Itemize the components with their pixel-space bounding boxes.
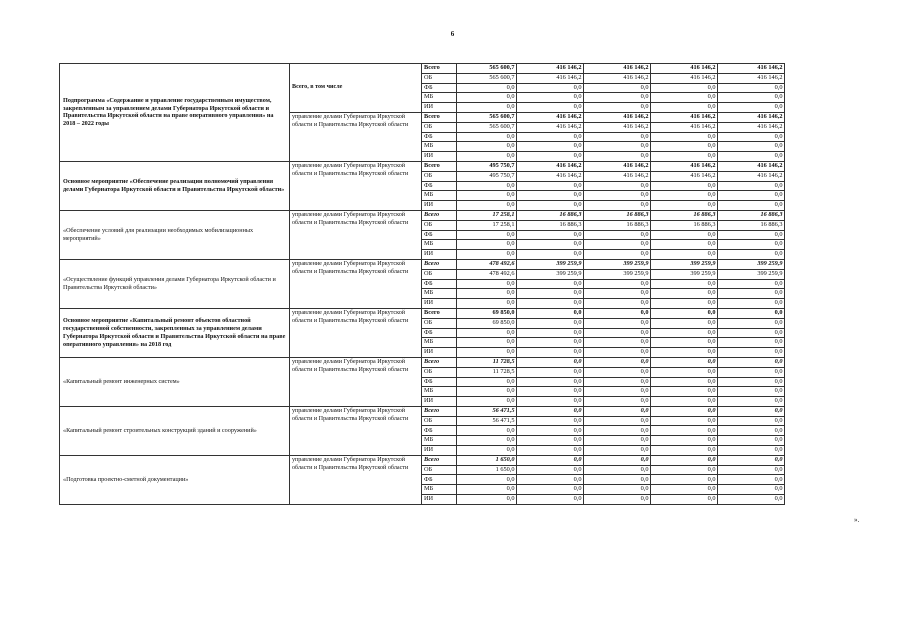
program-name-cell: «Капитальный ремонт строительных конструкций зданий и сооружений» — [60, 406, 290, 455]
amount-cell: 0,0 — [457, 289, 517, 299]
amount-cell: 399 259,9 — [584, 259, 651, 269]
amount-cell: 0,0 — [457, 93, 517, 103]
funding-source-cell: ФБ — [422, 328, 457, 338]
amount-cell: 0,0 — [718, 308, 785, 318]
amount-cell: 16 886,3 — [651, 210, 718, 220]
amount-cell: 0,0 — [584, 348, 651, 358]
amount-cell: 0,0 — [517, 357, 584, 367]
amount-cell: 0,0 — [651, 279, 718, 289]
amount-cell: 565 600,7 — [457, 122, 517, 132]
amount-cell: 0,0 — [718, 406, 785, 416]
amount-cell: 16 886,3 — [517, 210, 584, 220]
funding-source-cell: ОБ — [422, 73, 457, 83]
amount-cell: 0,0 — [457, 181, 517, 191]
amount-cell: 0,0 — [651, 377, 718, 387]
funding-source-cell: ФБ — [422, 83, 457, 93]
amount-cell: 0,0 — [517, 455, 584, 465]
page-number: 6 — [450, 30, 455, 38]
amount-cell: 0,0 — [457, 397, 517, 407]
funding-source-cell: МБ — [422, 240, 457, 250]
amount-cell: 0,0 — [457, 475, 517, 485]
amount-cell: 0,0 — [718, 426, 785, 436]
amount-cell: 0,0 — [517, 338, 584, 348]
amount-cell: 0,0 — [718, 132, 785, 142]
amount-cell: 0,0 — [517, 142, 584, 152]
funding-source-cell: МБ — [422, 289, 457, 299]
responsible-executor-cell: управление делами Губернатора Иркутской области и Правительства Иркутской области — [290, 357, 422, 406]
amount-cell: 416 146,2 — [651, 161, 718, 171]
amount-cell: 0,0 — [457, 348, 517, 358]
amount-cell: 56 471,5 — [457, 406, 517, 416]
amount-cell: 0,0 — [718, 367, 785, 377]
amount-cell: 1 650,0 — [457, 455, 517, 465]
amount-cell: 0,0 — [517, 181, 584, 191]
amount-cell: 0,0 — [651, 308, 718, 318]
amount-cell: 0,0 — [517, 348, 584, 358]
funding-source-cell: Всего — [422, 455, 457, 465]
amount-cell: 0,0 — [651, 455, 718, 465]
funding-source-cell: ФБ — [422, 475, 457, 485]
funding-source-cell: ФБ — [422, 377, 457, 387]
amount-cell: 0,0 — [651, 357, 718, 367]
amount-cell: 0,0 — [457, 485, 517, 495]
amount-cell: 416 146,2 — [651, 64, 718, 74]
amount-cell: 0,0 — [457, 132, 517, 142]
amount-cell: 16 886,3 — [584, 210, 651, 220]
amount-cell: 0,0 — [718, 152, 785, 162]
amount-cell: 0,0 — [517, 132, 584, 142]
amount-cell: 0,0 — [718, 142, 785, 152]
amount-cell: 399 259,9 — [718, 269, 785, 279]
funding-source-cell: МБ — [422, 191, 457, 201]
amount-cell: 0,0 — [584, 289, 651, 299]
table-row — [60, 308, 785, 318]
amount-cell: 416 146,2 — [517, 122, 584, 132]
amount-cell: 0,0 — [718, 465, 785, 475]
closing-quote-mark: ». — [854, 516, 860, 524]
funding-source-cell: Всего — [422, 357, 457, 367]
amount-cell: 0,0 — [651, 328, 718, 338]
amount-cell: 0,0 — [517, 289, 584, 299]
amount-cell: 0,0 — [517, 230, 584, 240]
amount-cell: 16 886,3 — [517, 220, 584, 230]
amount-cell: 0,0 — [584, 485, 651, 495]
amount-cell: 0,0 — [651, 152, 718, 162]
program-name-cell: Основное мероприятие «Капитальный ремонт объектов областной государственной собственности, закрепленных за управлением делами Губернатора Иркутской области и Правительства Иркутской области на праве оперативного управления» на 2018 год — [60, 308, 290, 357]
amount-cell: 56 471,5 — [457, 416, 517, 426]
table-row — [60, 259, 785, 269]
amount-cell: 0,0 — [584, 152, 651, 162]
amount-cell: 416 146,2 — [584, 171, 651, 181]
amount-cell: 0,0 — [718, 446, 785, 456]
amount-cell: 0,0 — [457, 436, 517, 446]
funding-source-cell: ФБ — [422, 132, 457, 142]
amount-cell: 0,0 — [718, 191, 785, 201]
amount-cell: 0,0 — [718, 455, 785, 465]
program-name-cell: Основное мероприятие «Обеспечение реализации полномочий управления делами Губернатора Иркутской области и Правительства Иркутской области» — [60, 161, 290, 210]
funding-source-cell: ОБ — [422, 269, 457, 279]
amount-cell: 0,0 — [651, 406, 718, 416]
amount-cell: 0,0 — [457, 446, 517, 456]
table-row — [60, 161, 785, 171]
responsible-executor-cell: управление делами Губернатора Иркутской области и Правительства Иркутской области — [290, 406, 422, 455]
amount-cell: 0,0 — [718, 201, 785, 211]
amount-cell: 0,0 — [718, 495, 785, 505]
amount-cell: 416 146,2 — [651, 73, 718, 83]
amount-cell: 0,0 — [651, 318, 718, 328]
program-name-cell: «Капитальный ремонт инженерных систем» — [60, 357, 290, 406]
amount-cell: 399 259,9 — [651, 269, 718, 279]
amount-cell: 0,0 — [584, 132, 651, 142]
amount-cell: 11 728,5 — [457, 367, 517, 377]
funding-source-cell: ИИ — [422, 446, 457, 456]
responsible-executor-cell: управление делами Губернатора Иркутской области и Правительства Иркутской области — [290, 210, 422, 259]
amount-cell: 0,0 — [584, 495, 651, 505]
amount-cell: 416 146,2 — [718, 122, 785, 132]
amount-cell: 0,0 — [651, 436, 718, 446]
amount-cell: 416 146,2 — [718, 64, 785, 74]
amount-cell: 0,0 — [718, 485, 785, 495]
amount-cell: 0,0 — [517, 299, 584, 309]
amount-cell: 0,0 — [517, 308, 584, 318]
funding-source-cell: Всего — [422, 112, 457, 122]
amount-cell: 0,0 — [718, 289, 785, 299]
responsible-executor-cell: управление делами Губернатора Иркутской области и Правительства Иркутской области — [290, 455, 422, 504]
amount-cell: 0,0 — [651, 485, 718, 495]
amount-cell: 0,0 — [457, 230, 517, 240]
amount-cell: 0,0 — [651, 132, 718, 142]
amount-cell: 0,0 — [651, 426, 718, 436]
amount-cell: 0,0 — [584, 318, 651, 328]
amount-cell: 416 146,2 — [651, 122, 718, 132]
amount-cell: 0,0 — [651, 367, 718, 377]
amount-cell: 0,0 — [517, 83, 584, 93]
funding-source-cell: ОБ — [422, 171, 457, 181]
program-name-cell: «Осуществление функций управления делами Губернатора Иркутской области и Правительства Иркутской области» — [60, 259, 290, 308]
amount-cell: 0,0 — [517, 279, 584, 289]
amount-cell: 0,0 — [584, 83, 651, 93]
amount-cell: 0,0 — [457, 191, 517, 201]
amount-cell: 0,0 — [718, 230, 785, 240]
amount-cell: 0,0 — [517, 485, 584, 495]
amount-cell: 11 728,5 — [457, 357, 517, 367]
amount-cell: 0,0 — [584, 455, 651, 465]
amount-cell: 416 146,2 — [517, 73, 584, 83]
amount-cell: 416 146,2 — [584, 73, 651, 83]
amount-cell: 0,0 — [584, 142, 651, 152]
amount-cell: 0,0 — [584, 103, 651, 113]
amount-cell: 0,0 — [584, 446, 651, 456]
amount-cell: 0,0 — [651, 289, 718, 299]
amount-cell: 416 146,2 — [517, 171, 584, 181]
amount-cell: 16 886,3 — [651, 220, 718, 230]
amount-cell: 478 492,6 — [457, 259, 517, 269]
amount-cell: 0,0 — [718, 416, 785, 426]
amount-cell: 0,0 — [718, 397, 785, 407]
amount-cell: 1 650,0 — [457, 465, 517, 475]
funding-source-cell: МБ — [422, 142, 457, 152]
amount-cell: 0,0 — [517, 240, 584, 250]
amount-cell: 416 146,2 — [517, 112, 584, 122]
amount-cell: 416 146,2 — [718, 73, 785, 83]
amount-cell: 0,0 — [457, 279, 517, 289]
amount-cell: 0,0 — [517, 250, 584, 260]
amount-cell: 0,0 — [584, 201, 651, 211]
amount-cell: 0,0 — [584, 406, 651, 416]
amount-cell: 0,0 — [457, 495, 517, 505]
amount-cell: 0,0 — [584, 357, 651, 367]
amount-cell: 0,0 — [718, 475, 785, 485]
amount-cell: 0,0 — [517, 318, 584, 328]
amount-cell: 478 492,6 — [457, 269, 517, 279]
amount-cell: 399 259,9 — [718, 259, 785, 269]
funding-source-cell: ИИ — [422, 152, 457, 162]
amount-cell: 0,0 — [584, 328, 651, 338]
amount-cell: 0,0 — [651, 446, 718, 456]
amount-cell: 0,0 — [517, 416, 584, 426]
amount-cell: 0,0 — [651, 299, 718, 309]
amount-cell: 416 146,2 — [584, 161, 651, 171]
amount-cell: 416 146,2 — [718, 161, 785, 171]
amount-cell: 16 886,3 — [718, 210, 785, 220]
funding-source-cell: ФБ — [422, 279, 457, 289]
amount-cell: 0,0 — [718, 338, 785, 348]
funding-source-cell: ИИ — [422, 348, 457, 358]
amount-cell: 0,0 — [517, 103, 584, 113]
funding-source-cell: ФБ — [422, 181, 457, 191]
amount-cell: 0,0 — [517, 397, 584, 407]
amount-cell: 0,0 — [517, 446, 584, 456]
amount-cell: 416 146,2 — [718, 112, 785, 122]
amount-cell: 0,0 — [457, 142, 517, 152]
amount-cell: 0,0 — [517, 426, 584, 436]
amount-cell: 0,0 — [651, 191, 718, 201]
funding-source-cell: ИИ — [422, 250, 457, 260]
funding-source-cell: Всего — [422, 259, 457, 269]
amount-cell: 0,0 — [584, 230, 651, 240]
amount-cell: 0,0 — [517, 436, 584, 446]
amount-cell: 69 850,0 — [457, 308, 517, 318]
amount-cell: 495 750,7 — [457, 161, 517, 171]
amount-cell: 0,0 — [718, 348, 785, 358]
funding-source-cell: ИИ — [422, 397, 457, 407]
amount-cell: 416 146,2 — [584, 64, 651, 74]
amount-cell: 0,0 — [584, 465, 651, 475]
program-name-cell: «Подготовка проектно-сметной документации» — [60, 455, 290, 504]
amount-cell: 495 750,7 — [457, 171, 517, 181]
amount-cell: 565 600,7 — [457, 73, 517, 83]
amount-cell: 16 886,3 — [718, 220, 785, 230]
responsible-executor-cell: управление делами Губернатора Иркутской области и Правительства Иркутской области — [290, 161, 422, 210]
amount-cell: 0,0 — [718, 436, 785, 446]
amount-cell: 0,0 — [457, 338, 517, 348]
amount-cell: 0,0 — [584, 250, 651, 260]
responsible-executor-cell: управление делами Губернатора Иркутской области и Правительства Иркутской области — [290, 112, 422, 161]
amount-cell: 0,0 — [718, 357, 785, 367]
table-row — [60, 210, 785, 220]
amount-cell: 0,0 — [517, 387, 584, 397]
program-name-cell: «Обеспечение условий для реализации необходимых мобилизационных мероприятий» — [60, 210, 290, 259]
funding-source-cell: МБ — [422, 387, 457, 397]
amount-cell: 0,0 — [457, 201, 517, 211]
amount-cell: 16 886,3 — [584, 220, 651, 230]
amount-cell: 0,0 — [651, 250, 718, 260]
amount-cell: 0,0 — [651, 142, 718, 152]
amount-cell: 0,0 — [651, 230, 718, 240]
amount-cell: 0,0 — [457, 387, 517, 397]
amount-cell: 0,0 — [517, 367, 584, 377]
amount-cell: 416 146,2 — [651, 112, 718, 122]
amount-cell: 0,0 — [457, 240, 517, 250]
amount-cell: 0,0 — [584, 416, 651, 426]
amount-cell: 0,0 — [584, 308, 651, 318]
amount-cell: 0,0 — [718, 250, 785, 260]
amount-cell: 416 146,2 — [584, 112, 651, 122]
funding-source-cell: Всего — [422, 406, 457, 416]
funding-source-cell: МБ — [422, 436, 457, 446]
amount-cell: 0,0 — [517, 201, 584, 211]
funding-source-cell: Всего — [422, 210, 457, 220]
amount-cell: 0,0 — [718, 83, 785, 93]
amount-cell: 0,0 — [584, 279, 651, 289]
amount-cell: 0,0 — [584, 436, 651, 446]
amount-cell: 17 258,1 — [457, 210, 517, 220]
amount-cell: 0,0 — [457, 250, 517, 260]
funding-source-cell: ОБ — [422, 416, 457, 426]
funding-source-cell: Всего — [422, 64, 457, 74]
funding-source-cell: ФБ — [422, 426, 457, 436]
amount-cell: 0,0 — [651, 181, 718, 191]
amount-cell: 416 146,2 — [651, 171, 718, 181]
amount-cell: 0,0 — [718, 318, 785, 328]
amount-cell: 0,0 — [517, 465, 584, 475]
amount-cell: 399 259,9 — [517, 269, 584, 279]
amount-cell: 0,0 — [517, 152, 584, 162]
table-row — [60, 64, 785, 74]
amount-cell: 0,0 — [584, 191, 651, 201]
funding-source-cell: ОБ — [422, 220, 457, 230]
amount-cell: 0,0 — [651, 240, 718, 250]
amount-cell: 0,0 — [457, 103, 517, 113]
amount-cell: 0,0 — [651, 495, 718, 505]
table-row — [60, 406, 785, 416]
funding-source-cell: ИИ — [422, 299, 457, 309]
funding-source-cell: ОБ — [422, 465, 457, 475]
funding-source-cell: МБ — [422, 93, 457, 103]
amount-cell: 0,0 — [651, 416, 718, 426]
amount-cell: 0,0 — [718, 279, 785, 289]
amount-cell: 565 600,7 — [457, 112, 517, 122]
amount-cell: 0,0 — [651, 387, 718, 397]
amount-cell: 0,0 — [718, 328, 785, 338]
amount-cell: 416 146,2 — [584, 122, 651, 132]
amount-cell: 416 146,2 — [517, 161, 584, 171]
responsible-executor-cell: управление делами Губернатора Иркутской области и Правительства Иркутской области — [290, 308, 422, 357]
amount-cell: 0,0 — [517, 191, 584, 201]
amount-cell: 0,0 — [651, 465, 718, 475]
funding-source-cell: ИИ — [422, 495, 457, 505]
amount-cell: 399 259,9 — [517, 259, 584, 269]
amount-cell: 0,0 — [584, 475, 651, 485]
table-row — [60, 357, 785, 367]
amount-cell: 0,0 — [517, 377, 584, 387]
amount-cell: 0,0 — [517, 406, 584, 416]
amount-cell: 0,0 — [517, 475, 584, 485]
table-row — [60, 455, 785, 465]
amount-cell: 0,0 — [651, 397, 718, 407]
funding-source-cell: МБ — [422, 485, 457, 495]
amount-cell: 0,0 — [457, 328, 517, 338]
budget-table — [59, 63, 785, 505]
amount-cell: 0,0 — [517, 93, 584, 103]
amount-cell: 0,0 — [718, 181, 785, 191]
amount-cell: 0,0 — [584, 426, 651, 436]
amount-cell: 0,0 — [651, 103, 718, 113]
amount-cell: 17 258,1 — [457, 220, 517, 230]
amount-cell: 0,0 — [584, 387, 651, 397]
responsible-executor-cell: Всего, в том числе — [290, 64, 422, 113]
amount-cell: 0,0 — [584, 93, 651, 103]
funding-source-cell: ФБ — [422, 230, 457, 240]
funding-source-cell: ИИ — [422, 103, 457, 113]
program-name-cell: Подпрограмма «Содержание и управление государственным имуществом, закрепленным за управлением делами Губернатора Иркутской области и Правительства Иркутской области на праве оперативного управления» на 2018 – 2022 годы — [60, 64, 290, 162]
funding-source-cell: ОБ — [422, 367, 457, 377]
amount-cell: 0,0 — [651, 338, 718, 348]
amount-cell: 416 146,2 — [718, 171, 785, 181]
amount-cell: 399 259,9 — [584, 269, 651, 279]
funding-source-cell: МБ — [422, 338, 457, 348]
amount-cell: 0,0 — [584, 338, 651, 348]
amount-cell: 0,0 — [718, 240, 785, 250]
amount-cell: 0,0 — [584, 181, 651, 191]
amount-cell: 0,0 — [651, 93, 718, 103]
responsible-executor-cell: управление делами Губернатора Иркутской области и Правительства Иркутской области — [290, 259, 422, 308]
amount-cell: 0,0 — [517, 495, 584, 505]
amount-cell: 0,0 — [457, 152, 517, 162]
amount-cell: 0,0 — [584, 299, 651, 309]
amount-cell: 0,0 — [718, 387, 785, 397]
amount-cell: 0,0 — [651, 475, 718, 485]
funding-source-cell: ОБ — [422, 122, 457, 132]
amount-cell: 0,0 — [718, 103, 785, 113]
amount-cell: 0,0 — [584, 377, 651, 387]
amount-cell: 0,0 — [457, 377, 517, 387]
funding-source-cell: ИИ — [422, 201, 457, 211]
amount-cell: 69 850,0 — [457, 318, 517, 328]
amount-cell: 0,0 — [651, 83, 718, 93]
amount-cell: 0,0 — [651, 201, 718, 211]
amount-cell: 0,0 — [584, 397, 651, 407]
amount-cell: 0,0 — [651, 348, 718, 358]
amount-cell: 0,0 — [718, 377, 785, 387]
amount-cell: 399 259,9 — [651, 259, 718, 269]
amount-cell: 0,0 — [584, 367, 651, 377]
amount-cell: 565 600,7 — [457, 64, 517, 74]
amount-cell: 0,0 — [584, 240, 651, 250]
funding-source-cell: Всего — [422, 308, 457, 318]
funding-source-cell: Всего — [422, 161, 457, 171]
funding-source-cell: ОБ — [422, 318, 457, 328]
amount-cell: 0,0 — [718, 93, 785, 103]
amount-cell: 0,0 — [718, 299, 785, 309]
amount-cell: 0,0 — [517, 328, 584, 338]
amount-cell: 0,0 — [457, 426, 517, 436]
amount-cell: 0,0 — [457, 299, 517, 309]
amount-cell: 416 146,2 — [517, 64, 584, 74]
amount-cell: 0,0 — [457, 83, 517, 93]
